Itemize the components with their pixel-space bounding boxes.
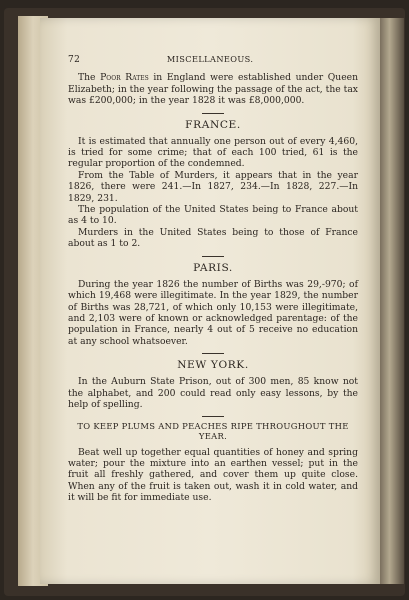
- section-rule: [202, 256, 224, 257]
- heading-new-york: NEW YORK.: [177, 359, 249, 372]
- france-paragraph: It is estimated that annually one person out of every 4,460, is tried for some crime; that of each 100 tried, 61 is the regular proportion of the condemned.: [68, 135, 358, 170]
- plums-paragraph: Beat well up together equal quantities of honey and spring water; pour the mixture into an earthen vessel; put in the fruit all freshly gathered, and cover them up quite close. When any of the fruit is taken out, wash it in cold water, and it will be fit for immediate use.: [68, 446, 358, 504]
- page-number: 72: [68, 55, 81, 65]
- new-york-paragraph: In the Auburn State Prison, out of 300 men, 85 know not the alphabet, and 200 could read only easy lessons, by the help of spelling.: [68, 376, 358, 410]
- poor-rates-paragraph: The Poor Rates in England were established under Queen Elizabeth; in the year following the passage of the act, the tax was £200,000; in the year 1828 it was £8,000,000.: [68, 72, 359, 107]
- france-paragraph: From the Table of Murders, it appears that in the year 1826, there were 241.—In 1827, 234.—In 1828, 227.—In 1829, 231.: [68, 169, 358, 204]
- running-head: [68, 54, 358, 66]
- heading-france: FRANCE.: [185, 118, 241, 131]
- section-rule: [202, 113, 224, 114]
- france-paragraph: Murders in the United States being to those of France about as 1 to 2.: [68, 226, 358, 250]
- running-title: MISCELLANEOUS.: [166, 54, 254, 64]
- section-rule: [202, 353, 224, 354]
- poor-rates-term: Poor Rates: [100, 72, 149, 84]
- page-content: [68, 54, 358, 504]
- section-rule: [202, 416, 224, 417]
- heading-plums: TO KEEP PLUMS AND PEACHES RIPE THROUGHOUT THE YEAR.: [77, 421, 349, 441]
- paris-paragraph: During the year 1826 the number of Births was 29,-970; of which 19,468 were illegitimate. In the year 1829, the number of Births was 28,721, of which only 10,153 were illegitimate, and 2,103 were of known or acknowledged parentage: of the population in France, nearly 4 out of 5 receive no education at any school whatsoever.: [68, 278, 358, 347]
- heading-paris: PARIS.: [193, 261, 233, 274]
- book-fore-edge: [380, 18, 404, 584]
- france-paragraph: The population of the United States being to France about as 4 to 10.: [68, 204, 358, 227]
